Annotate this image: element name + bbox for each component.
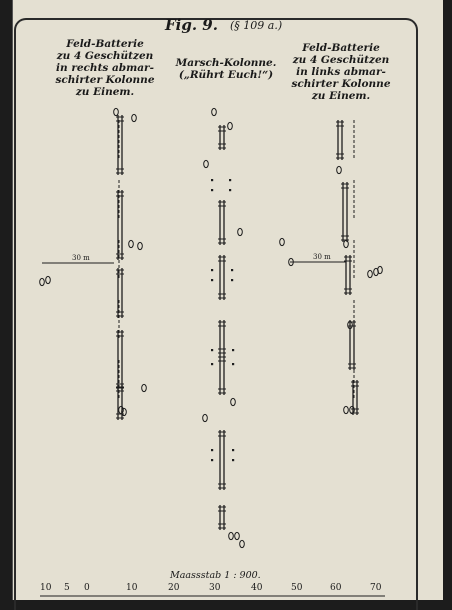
rider-mark [212, 108, 217, 115]
man-mark [211, 179, 213, 181]
rider-mark [138, 242, 143, 249]
figure-reference: (§ 109 a.) [230, 19, 283, 32]
man-mark [211, 189, 213, 191]
man-mark [211, 269, 213, 271]
caption-line: Marsch-Kolonne. [175, 57, 277, 69]
caption-line: („Rührt Euch!“) [178, 69, 274, 81]
rider-mark [344, 240, 349, 247]
caption-line: zu 4 Geschützen [292, 54, 390, 66]
rider-mark [204, 160, 209, 167]
caption-line: Feld-Batterie [66, 38, 144, 50]
rider-mark [229, 532, 234, 539]
rider-mark [368, 270, 373, 277]
scale-tick: 40 [251, 583, 263, 593]
caption-line: Feld-Batterie [302, 42, 380, 54]
man-mark [229, 189, 231, 191]
man-mark [232, 349, 234, 351]
man-mark [232, 363, 234, 365]
rider-mark [40, 278, 45, 285]
distance-label-left: 30 m [72, 254, 90, 262]
man-mark [211, 363, 213, 365]
man-mark [211, 349, 213, 351]
rider-mark [238, 228, 243, 235]
distance-label-right: 30 m [313, 253, 331, 261]
rider-mark [129, 240, 134, 247]
caption-line: zu Einem. [311, 90, 371, 102]
rider-mark [280, 238, 285, 245]
rider-mark [240, 540, 245, 547]
rider-mark [235, 532, 240, 539]
rider-mark [46, 276, 51, 283]
scale-tick: 5 [64, 583, 70, 593]
scale-tick: 10 [126, 583, 138, 593]
rider-mark [344, 406, 349, 413]
figure-label: Fig. 9. [165, 16, 218, 34]
caption-line: in links abmar- [296, 66, 386, 78]
man-mark [231, 279, 233, 281]
man-mark [229, 179, 231, 181]
scale-tick: 30 [209, 583, 221, 593]
rider-mark [114, 108, 119, 115]
man-mark [211, 449, 213, 451]
caption-line: zu 4 Geschützen [56, 50, 154, 62]
caption-line: in rechts abmar- [56, 62, 154, 74]
man-mark [232, 459, 234, 461]
man-mark [211, 459, 213, 461]
rider-mark [231, 398, 236, 405]
rider-mark [337, 166, 342, 173]
scale-tick: 50 [291, 583, 303, 593]
caption-line: zu Einem. [75, 86, 135, 98]
scale-tick: 0 [84, 583, 90, 593]
scale-title: Maassstab 1 : 900. [170, 570, 261, 581]
rider-mark [132, 114, 137, 121]
man-mark [232, 449, 234, 451]
man-mark [211, 279, 213, 281]
caption-line: schirter Kolonne [55, 74, 155, 86]
scale-tick: 60 [330, 583, 342, 593]
scale-tick: 10 [40, 583, 52, 593]
scale-tick: 70 [370, 583, 382, 593]
rider-mark [228, 122, 233, 129]
rider-mark [142, 384, 147, 391]
scale-tick: 20 [168, 583, 180, 593]
caption-line: schirter Kolonne [291, 78, 391, 90]
rider-mark [203, 414, 208, 421]
man-mark [231, 269, 233, 271]
